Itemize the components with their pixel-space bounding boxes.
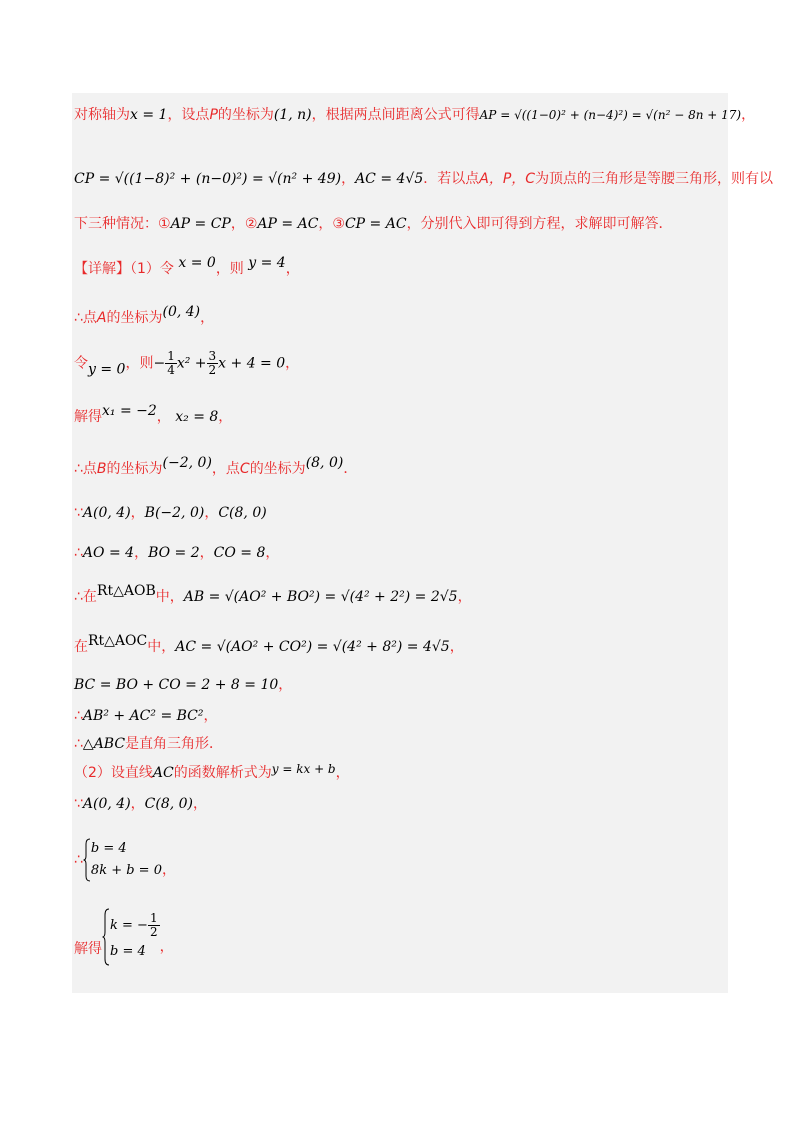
equation-text: k = −: [110, 918, 148, 933]
fraction: [165, 350, 177, 377]
text: ．若以点: [423, 171, 480, 187]
text: ，: [341, 171, 356, 187]
equation-system: [91, 838, 162, 882]
text: ，: [161, 862, 176, 878]
math: (1, n): [273, 107, 312, 123]
text: ，: [193, 796, 208, 812]
math: −: [153, 355, 166, 372]
text: ，: [449, 639, 464, 655]
text: ，: [278, 677, 293, 693]
text: ．: [343, 461, 358, 477]
line-4: [74, 255, 300, 278]
numerator: 1: [149, 911, 158, 925]
text: ∴在: [74, 589, 97, 605]
text: ，: [130, 796, 145, 812]
math: AO = 4: [82, 545, 135, 561]
math: (−2, 0): [162, 455, 212, 471]
math: x = 0: [178, 255, 216, 271]
text: ，则: [125, 355, 154, 372]
brace-icon: [83, 838, 91, 882]
math: AP = √((1−0)² + (n−4)²) = √(n² − 8n + 17): [479, 108, 742, 122]
math: BO = 2: [148, 545, 200, 561]
line-10: [74, 542, 279, 562]
text: ，③: [318, 216, 345, 232]
math: B(−2, 0): [144, 505, 205, 521]
denominator: 4: [167, 363, 175, 377]
line-18: [74, 838, 176, 882]
text: P: [209, 107, 218, 123]
math: Rt△AOC: [88, 633, 148, 649]
text: 对称轴为: [74, 107, 130, 123]
text: ∴: [74, 545, 83, 561]
line-3: [74, 213, 673, 233]
text: 是直角三角形．: [125, 736, 224, 752]
text: 令: [74, 355, 88, 372]
text: ∴: [74, 708, 83, 724]
text: ，②: [230, 216, 258, 232]
line-15: [74, 733, 223, 753]
text: ∴: [74, 852, 83, 868]
text: 的坐标为: [106, 461, 163, 477]
text: ∴: [74, 736, 83, 752]
text: ，点: [211, 461, 240, 477]
numerator: 3: [208, 349, 217, 363]
math: y = kx + b: [271, 762, 336, 776]
text: ，: [203, 708, 218, 724]
text: A，P，C: [479, 171, 536, 187]
line-13: [74, 674, 292, 694]
line-17: [74, 793, 207, 813]
line-11: [74, 583, 472, 606]
line-19: [74, 908, 174, 966]
math: C(8, 0): [218, 505, 267, 521]
text: 的函数解析式为: [173, 765, 272, 781]
math: x₂ = 8: [175, 409, 219, 425]
text: ，: [335, 765, 350, 781]
text: 下三种情况：①: [74, 216, 171, 232]
math: △ABC: [82, 736, 126, 752]
text: ，: [265, 545, 280, 561]
text: ，: [457, 589, 472, 605]
math: CO = 8: [213, 545, 266, 561]
text: ，分别代入即可得到方程，求解即可解答．: [406, 216, 673, 232]
text: C: [239, 461, 250, 477]
text: ，: [200, 310, 215, 326]
math: BC = BO + CO = 2 + 8 = 10: [74, 677, 279, 693]
text: ，: [199, 545, 214, 561]
text: ∵: [74, 505, 83, 521]
equation: b = 4: [90, 841, 127, 856]
line-6: [74, 350, 299, 378]
text: 的坐标为: [106, 310, 163, 326]
math: A(0, 4): [82, 796, 131, 812]
text: ，则: [215, 261, 244, 277]
math: AP = CP: [170, 216, 231, 232]
text: ，根据两点间距离公式可得: [311, 107, 480, 123]
math: AC: [152, 765, 174, 781]
text: ∵: [74, 796, 83, 812]
text: ，: [130, 505, 145, 521]
denominator: 2: [208, 363, 217, 377]
math: A(0, 4): [82, 505, 131, 521]
equation: [110, 911, 160, 941]
math: AP = AC: [257, 216, 319, 232]
math: CP = AC: [344, 216, 407, 232]
math: x₁ = −2: [102, 403, 157, 419]
line-8: [74, 455, 357, 478]
equation-system: [110, 911, 160, 963]
math: (8, 0): [305, 455, 344, 471]
text: B: [96, 461, 107, 477]
text: A: [96, 310, 107, 326]
equation: b = 4: [110, 944, 146, 959]
line-7: [74, 403, 232, 426]
text: ，: [134, 545, 149, 561]
denominator: 2: [149, 925, 158, 939]
line-2: [74, 168, 773, 188]
math: AC = 4√5: [355, 171, 424, 187]
text: （2）设直线: [74, 765, 153, 781]
text: 中，: [147, 639, 176, 655]
line-14: [74, 705, 218, 725]
text: ，: [741, 107, 756, 123]
math: AC = √(AO² + CO²) = √(4² + 8²) = 4√5: [175, 639, 450, 655]
text: ，: [218, 409, 233, 425]
text: 解得: [74, 941, 102, 957]
text: 的坐标为: [249, 461, 306, 477]
text: ，: [285, 355, 300, 372]
math: x² +: [176, 355, 207, 372]
math: Rt△AOB: [96, 583, 156, 599]
text: 为顶点的三角形是等腰三角形，则有以: [535, 171, 774, 187]
text: ∴点: [74, 310, 97, 326]
text: ，: [204, 505, 219, 521]
text: 在: [74, 639, 88, 655]
text: ，: [156, 409, 171, 425]
line-1: [74, 104, 755, 124]
text: 的坐标为: [217, 107, 274, 123]
fraction: [207, 350, 219, 377]
fraction: [148, 912, 160, 939]
text: ，: [159, 939, 174, 955]
line-5: [74, 304, 214, 327]
text: ，: [285, 261, 300, 277]
text: 解得: [74, 409, 102, 425]
line-16: [74, 762, 350, 782]
brace-icon: [102, 908, 110, 966]
math: AB = √(AO² + BO²) = √(4² + 2²) = 2√5: [183, 589, 458, 605]
text: 【详解】（1）令: [74, 261, 174, 277]
line-9: [74, 502, 267, 522]
math: y = 0: [88, 361, 126, 378]
math: CP = √((1−8)² + (n−0)²) = √(n² + 49): [74, 171, 342, 187]
line-12: [74, 633, 464, 656]
math: x + 4 = 0: [218, 355, 286, 372]
numerator: 1: [167, 349, 175, 363]
math: x = 1: [130, 107, 168, 123]
math: (0, 4): [162, 304, 201, 320]
math: C(8, 0): [144, 796, 194, 812]
text: ，设点: [167, 107, 210, 123]
text: ∴点: [74, 461, 97, 477]
equation: 8k + b = 0: [90, 863, 162, 878]
text: 中，: [155, 589, 184, 605]
math: AB² + AC² = BC²: [82, 708, 204, 724]
math: y = 4: [248, 255, 286, 271]
